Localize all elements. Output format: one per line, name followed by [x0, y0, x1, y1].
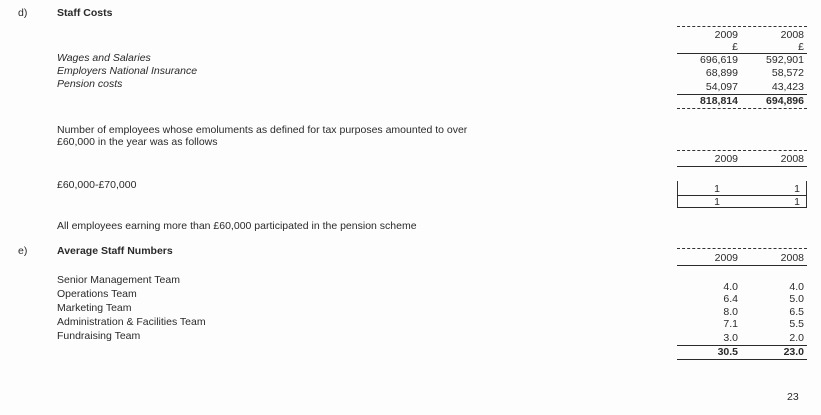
- staff-costs-year-2008: 2008: [780, 29, 804, 41]
- emoluments-total-2009: 1: [714, 196, 720, 208]
- staff-cost-value-2008: 58,572: [771, 67, 804, 79]
- staff-numbers-total-2009: 30.5: [717, 346, 738, 358]
- staff-cost-label-pension: Pension costs: [57, 78, 123, 90]
- emoluments-band-label: £60,000-£70,000: [57, 179, 137, 191]
- emoluments-band-value-2008: 1: [794, 183, 800, 195]
- staff-cost-label-wages: Wages and Salaries: [57, 52, 151, 64]
- staff-numbers-top-rule: [677, 248, 807, 249]
- staff-team-value-2008: 4.0: [789, 281, 804, 293]
- staff-team-label: Operations Team: [57, 288, 137, 300]
- staff-cost-value-2008: 592,901: [766, 54, 804, 66]
- emoluments-top-rule: [677, 150, 807, 151]
- staff-team-value-2009: 8.0: [723, 306, 738, 318]
- page-number: 23: [787, 391, 799, 403]
- emoluments-header-rule: [677, 166, 807, 167]
- emoluments-year-2008: 2008: [780, 153, 804, 165]
- emoluments-text-line2: £60,000 in the year was as follows: [57, 136, 218, 148]
- staff-costs-total-2008: 694,896: [766, 95, 804, 107]
- emoluments-right-border: [806, 181, 807, 207]
- staff-numbers-year-2009: 2009: [714, 252, 738, 264]
- emoluments-total-rule: [677, 207, 807, 208]
- emoluments-band-value-2009: 1: [714, 183, 720, 195]
- section-e-letter: e): [18, 245, 28, 257]
- staff-team-value-2009: 4.0: [723, 281, 738, 293]
- staff-team-value-2009: 7.1: [723, 318, 738, 330]
- staff-team-value-2009: 3.0: [723, 332, 738, 344]
- staff-costs-currency-2008: £: [798, 41, 804, 53]
- staff-costs-year-2009: 2009: [714, 29, 738, 41]
- staff-team-label: Administration & Facilities Team: [57, 316, 206, 328]
- staff-numbers-header-rule: [677, 265, 807, 266]
- staff-costs-currency-2009: £: [732, 41, 738, 53]
- staff-cost-value-2009: 54,097: [705, 81, 738, 93]
- pension-note: All employees earning more than £60,000 participated in the pension scheme: [57, 220, 417, 232]
- staff-cost-label-ni: Employers National Insurance: [57, 65, 198, 77]
- staff-numbers-year-2008: 2008: [780, 252, 804, 264]
- staff-costs-total-rule: [677, 108, 807, 109]
- staff-cost-value-2008: 43,423: [771, 81, 804, 93]
- staff-team-value-2008: 5.0: [789, 293, 804, 305]
- staff-team-value-2009: 6.4: [723, 293, 738, 305]
- staff-team-label: Fundraising Team: [57, 330, 141, 342]
- staff-team-value-2008: 2.0: [789, 332, 804, 344]
- emoluments-text-line1: Number of employees whose emoluments as defined for tax purposes amounted to over: [57, 124, 468, 136]
- staff-cost-value-2009: 68,899: [705, 67, 738, 79]
- staff-numbers-total-2008: 23.0: [783, 346, 804, 358]
- staff-costs-total-2009: 818,814: [700, 95, 738, 107]
- staff-team-value-2008: 5.5: [789, 318, 804, 330]
- emoluments-total-2008: 1: [794, 196, 800, 208]
- staff-numbers-total-rule: [677, 359, 807, 360]
- staff-team-label: Marketing Team: [57, 302, 132, 314]
- staff-costs-top-rule: [677, 26, 807, 27]
- staff-team-label: Senior Management Team: [57, 274, 180, 286]
- section-e-title: Average Staff Numbers: [57, 245, 173, 257]
- staff-cost-value-2009: 696,619: [700, 54, 738, 66]
- section-d-title: Staff Costs: [57, 7, 113, 19]
- emoluments-year-2009: 2009: [714, 153, 738, 165]
- section-d-letter: d): [18, 7, 28, 19]
- staff-team-value-2008: 6.5: [789, 306, 804, 318]
